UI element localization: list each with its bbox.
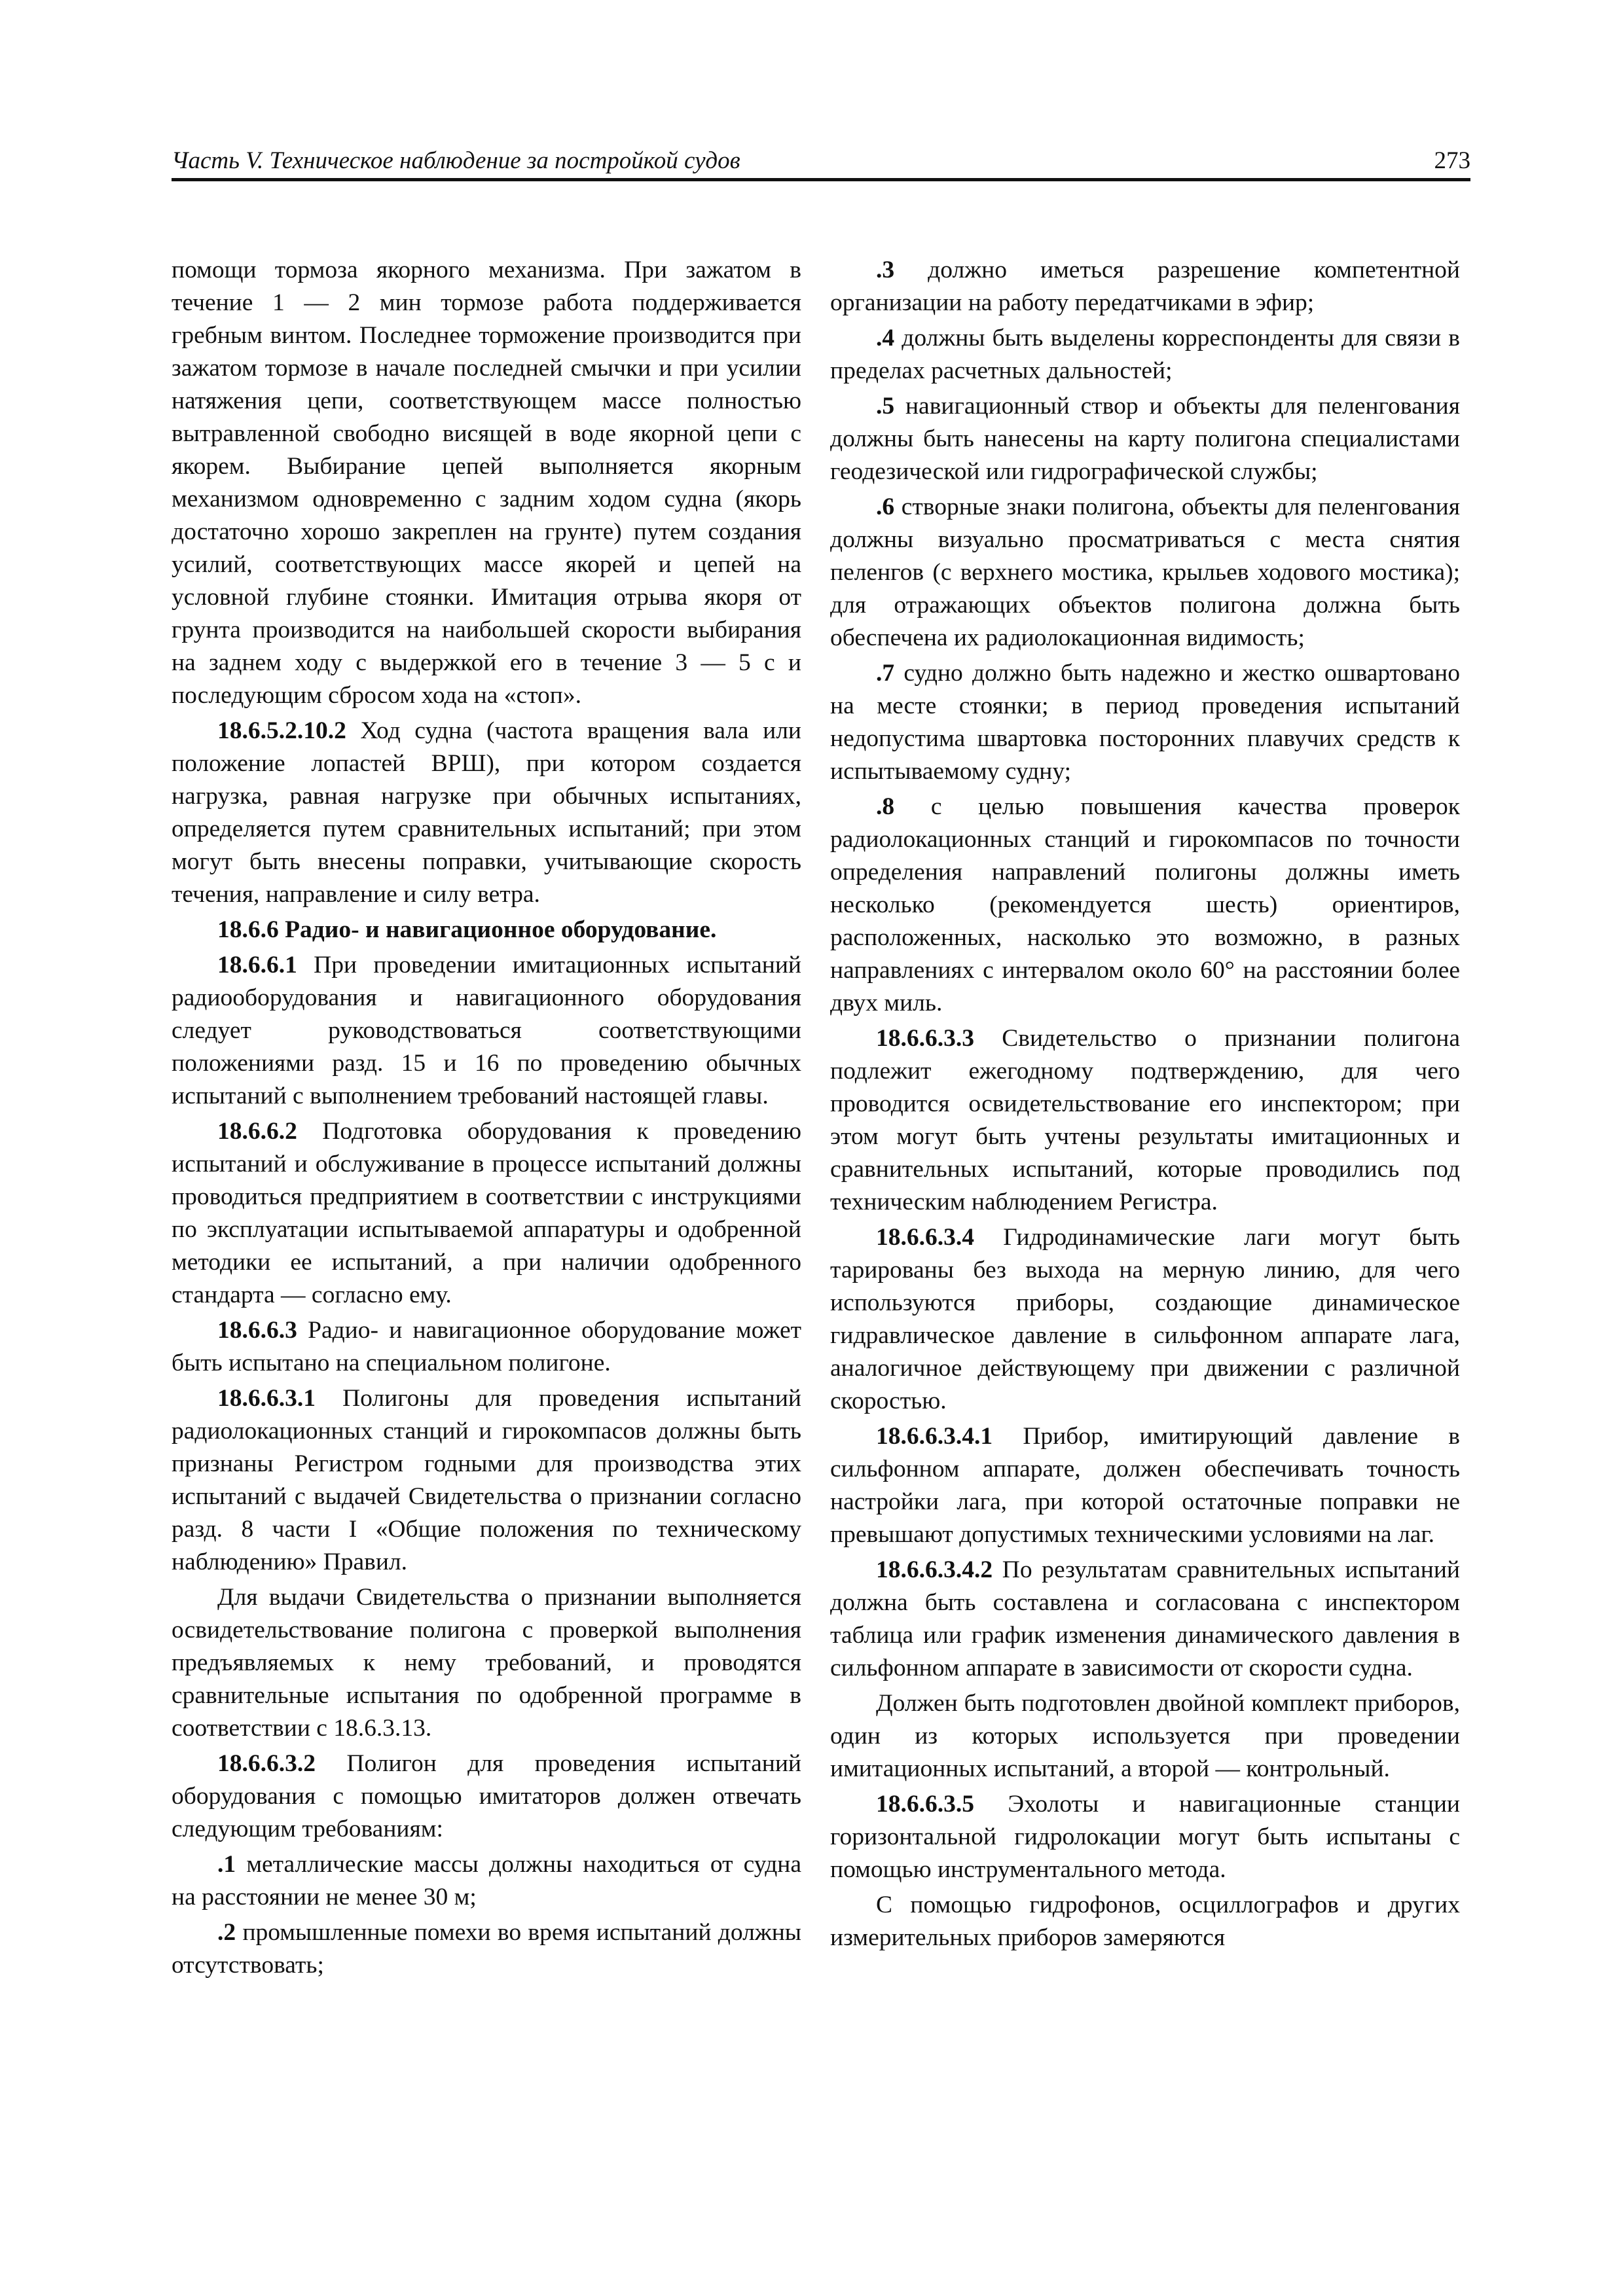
- list-item: [172, 1848, 801, 1914]
- paragraph-text: По результатам сравнительных испытаний должна быть составлена и согласована с инспектором таблица или график изменения динамического давления в сильфонном аппарате в зависимости от скорости судна.: [830, 1556, 1460, 1681]
- list-item-text: створные знаки полигона, объекты для пеленгования должны визуально просматриваться с места снятия пеленгов (с верхнего мостика, крыльев ходового мостика); для отражающих объектов полигона должна быть обеспечена их радиолокационная видимость;: [830, 493, 1460, 651]
- list-number: .7: [876, 660, 895, 687]
- list-item-text: должны быть выделены корреспонденты для связи в пределах расчетных дальностей;: [830, 325, 1460, 384]
- section-heading: [172, 914, 801, 946]
- clause-number: 18.6.6.3.4.2: [876, 1556, 993, 1583]
- paragraph: [172, 715, 801, 911]
- paragraph: [172, 1115, 801, 1312]
- list-number: .5: [876, 393, 895, 420]
- paragraph: [172, 1314, 801, 1380]
- section-heading-text: 18.6.6 Радио- и навигационное оборудование.: [217, 916, 717, 943]
- list-item: [830, 791, 1460, 1020]
- paragraph-text: Подготовка оборудования к проведению испытаний и обслуживание в процессе испытаний должны проводиться предприятием в соответствии с инструкциями по эксплуатации испытываемой аппаратуры и одобренной методики ее испытаний, а при наличии одобренного стандарта — согласно ему.: [172, 1118, 801, 1308]
- paragraph-text: Должен быть подготовлен двойной комплект приборов, один из которых используется при проведении имитационных испытаний, а второй — контрольный.: [830, 1690, 1460, 1782]
- paragraph-text: Радио- и навигационное оборудование может быть испытано на специальном полигоне.: [172, 1317, 801, 1376]
- paragraph-text: Эхолоты и навигационные станции горизонтальной гидролокации могут быть испытаны с помощью инструментального метода.: [830, 1791, 1460, 1883]
- list-item-text: металлические массы должны находиться от судна на расстоянии не менее 30 м;: [172, 1851, 801, 1910]
- right-column: [830, 254, 1460, 1957]
- list-item: [830, 322, 1460, 387]
- list-item: [830, 254, 1460, 319]
- list-item: [830, 491, 1460, 655]
- paragraph-text: Прибор, имитирующий давление в сильфонном аппарате, должен обеспечивать точность настройки лага, при которой остаточные поправки не превышают допустимых техническими условиями на лаг.: [830, 1423, 1460, 1548]
- clause-number: 18.6.6.2: [217, 1118, 297, 1145]
- header-rule: [172, 178, 1470, 181]
- paragraph: [172, 254, 801, 712]
- clause-number: 18.6.6.1: [217, 952, 297, 978]
- clause-number: 18.6.6.3.5: [876, 1791, 974, 1818]
- paragraph: [830, 1687, 1460, 1785]
- list-number: .8: [876, 793, 895, 820]
- list-item-text: должно иметься разрешение компетентной организации на работу передатчиками в эфир;: [830, 257, 1460, 316]
- paragraph-text: Полигоны для проведения испытаний радиолокационных станций и гирокомпасов должны быть признаны Регистром годными для производства этих испытаний с выдачей Свидетельства о признании согласно разд. 8 части I «Общие положения по техническому наблюдению» Правил.: [172, 1385, 801, 1575]
- paragraph: [830, 1788, 1460, 1886]
- clause-number: 18.6.6.3: [217, 1317, 297, 1344]
- clause-number: 18.6.6.3.2: [217, 1750, 316, 1777]
- list-number: .3: [876, 257, 895, 283]
- paragraph-text: С помощью гидрофонов, осциллографов и других измерительных приборов замеряются: [830, 1892, 1460, 1951]
- paragraph: [830, 1022, 1460, 1219]
- paragraph-text: При проведении имитационных испытаний радиооборудования и навигационного оборудования следует руководствоваться соответствующими положениями разд. 15 и 16 по проведению обычных испытаний с выполнением требований настоящей главы.: [172, 952, 801, 1109]
- list-number: .2: [217, 1919, 236, 1946]
- list-number: .4: [876, 325, 895, 351]
- list-item-text: навигационный створ и объекты для пеленгования должны быть нанесены на карту полигона специалистами геодезической или гидрографической службы;: [830, 393, 1460, 485]
- clause-number: 18.6.6.3.4.1: [876, 1423, 993, 1450]
- list-item-text: промышленные помехи во время испытаний должны отсутствовать;: [172, 1919, 801, 1979]
- list-item: [830, 657, 1460, 788]
- paragraph-text: Гидродинамические лаги могут быть тарированы без выхода на мерную линию, для чего используются приборы, создающие динамическое гидравлическое давление в сильфонном аппарате лага, аналогичное действующему при движении с различной скоростью.: [830, 1224, 1460, 1414]
- clause-number: 18.6.6.3.4: [876, 1224, 974, 1251]
- paragraph: [172, 1748, 801, 1846]
- list-number: .1: [217, 1851, 236, 1878]
- list-item-text: судно должно быть надежно и жестко ошвартовано на месте стоянки; в период проведения испытаний недопустима швартовка посторонних плавучих средств к испытываемому судну;: [830, 660, 1460, 785]
- paragraph: [830, 1420, 1460, 1551]
- left-column: [172, 254, 801, 1984]
- paragraph-text: Свидетельство о признании полигона подлежит ежегодному подтверждению, для чего проводится освидетельствование его инспектором; при этом могут быть учтены результаты имитационных и сравнительных испытаний, которые проводились под техническим наблюдением Регистра.: [830, 1025, 1460, 1215]
- clause-number: 18.6.6.3.1: [217, 1385, 316, 1412]
- paragraph-text: Для выдачи Свидетельства о признании выполняется освидетельствование полигона с проверкой выполнения предъявляемых к нему требований, и проводятся сравнительные испытания по одобренной программе в соответствии с 18.6.3.13.: [172, 1584, 801, 1742]
- clause-number: 18.6.6.3.3: [876, 1025, 974, 1052]
- paragraph-text: Ход судна (частота вращения вала или положение лопастей ВРШ), при котором создается нагрузка, равная нагрузке при обычных испытаниях, определяется путем сравнительных испытаний; при этом могут быть внесены поправки, учитывающие скорость течения, направление и силу ветра.: [172, 717, 801, 908]
- paragraph: [172, 949, 801, 1113]
- list-number: .6: [876, 493, 895, 520]
- list-item-text: с целью повышения качества проверок радиолокационных станций и гирокомпасов по точности определения направлений полигоны должны иметь несколько (рекомендуется шесть) ориентиров, расположенных, насколько это возможно, в разных направлениях с интервалом около 60° на расстоянии более двух миль.: [830, 793, 1460, 1016]
- paragraph: [172, 1382, 801, 1579]
- page-number: 273: [1434, 147, 1470, 174]
- list-item: [830, 390, 1460, 488]
- paragraph: [172, 1581, 801, 1745]
- paragraph: [830, 1889, 1460, 1954]
- running-title: Часть V. Техническое наблюдение за постройкой судов: [172, 147, 740, 174]
- list-item: [172, 1916, 801, 1982]
- paragraph: [830, 1554, 1460, 1685]
- paragraph-text: помощи тормоза якорного механизма. При зажатом в течение 1 — 2 мин тормозе работа поддерживается гребным винтом. Последнее торможение производится при зажатом тормозе в начале последней смычки и при усилии натяжения цепи, соответствующем массе полностью вытравленной свободно висящей в воде якорной цепи с якорем. Выбирание цепей выполняется якорным механизмом одновременно с задним ходом судна (якорь достаточно хорошо закреплен на грунте) путем создания усилий, соответствующих массе якорей и цепей на условной глубине стоянки. Имитация отрыва якоря от грунта производится на наибольшей скорости выбирания на заднем ходу с выдержкой его в течение 3 — 5 с и последующим сбросом хода на «стоп».: [172, 257, 801, 709]
- paragraph-text: Полигон для проведения испытаний оборудования с помощью имитаторов должен отвечать следующим требованиям:: [172, 1750, 801, 1842]
- paragraph: [830, 1221, 1460, 1418]
- clause-number: 18.6.5.2.10.2: [217, 717, 346, 744]
